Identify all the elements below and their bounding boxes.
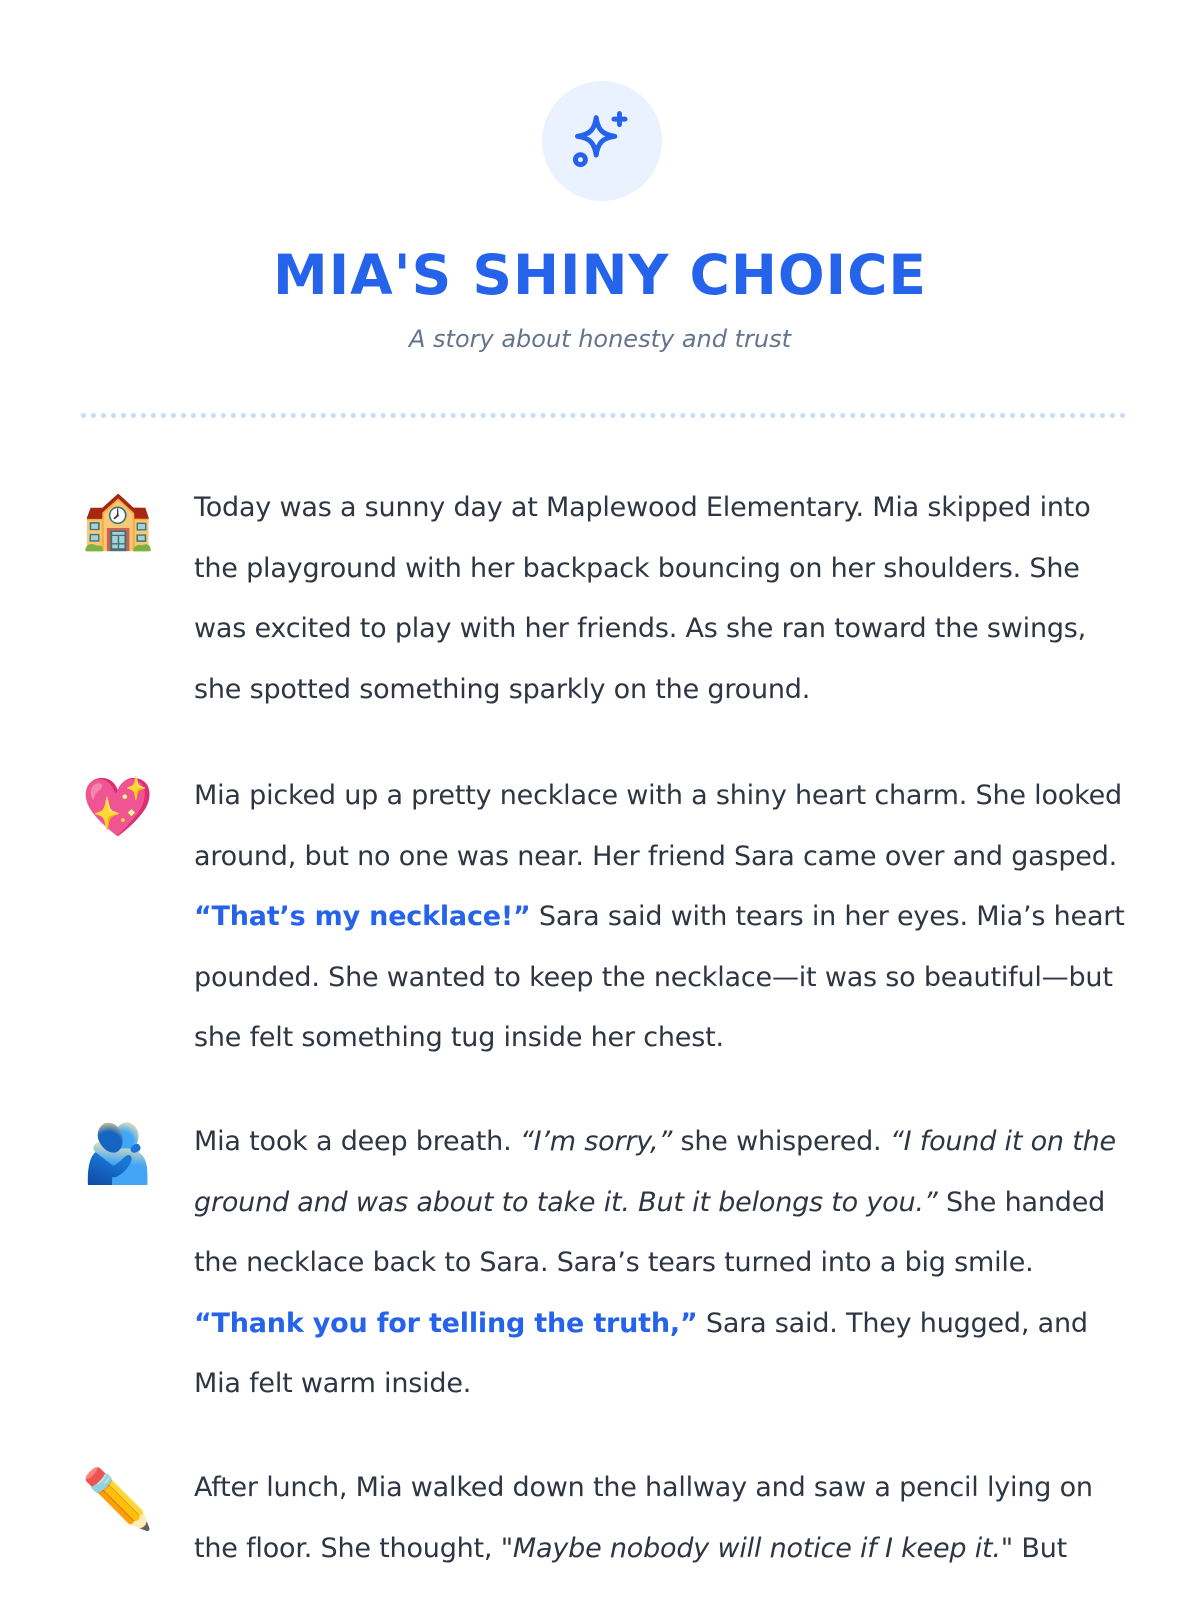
paragraph-text — [194, 766, 1134, 1069]
story-title: MIA'S SHINY CHOICE — [272, 243, 928, 307]
hug-icon: 🫂 — [81, 1119, 155, 1187]
narration-text: After lunch, Mia walked down the hallway and saw a pencil lying on the floor. She thought, — [194, 1472, 1093, 1564]
paragraph-text — [194, 1112, 1134, 1415]
italic-quote: “I found it on the ground and was about to take it. But it belongs to you.” — [194, 1126, 1116, 1218]
narration-text: Today was a sunny day at Maplewood Elementary. Mia skipped into the playground with her backpack bouncing on her shoulders. She was excited to play with her friends. As she ran toward the swings, she spotted something sparkly on the ground. — [194, 492, 1091, 705]
sparkles-badge — [542, 81, 662, 201]
story-subtitle: A story about honesty and trust — [408, 325, 792, 353]
dialogue-quote: “Thank you for telling the truth,” — [194, 1307, 698, 1339]
school-icon: 🏫 — [81, 485, 155, 553]
narration-text: Mia took a deep breath. — [194, 1126, 520, 1157]
narration-text: Mia picked up a pretty necklace with a shiny heart charm. She looked around, but no one was near. Her friend Sara came over and gasped. — [194, 780, 1122, 872]
narration-text: Sara said with tears in her eyes. Mia’s heart pounded. She wanted to keep the necklace—it was so beautiful—but she felt something tug inside her chest. — [194, 901, 1125, 1053]
narration-text: she whispered. — [672, 1126, 890, 1157]
italic-quote: “I’m sorry,” — [519, 1126, 673, 1157]
pencil-icon: ✏️ — [81, 1465, 155, 1533]
sparkles-icon — [567, 106, 637, 176]
narration-text: But — [1013, 1532, 1068, 1564]
paragraph-text — [194, 478, 1134, 720]
sparkling-heart-icon: 💖 — [81, 773, 155, 841]
narration-text: Sara said. They hugged, and Mia felt warm inside. — [194, 1307, 1088, 1399]
italic-quote: "Maybe nobody will notice if I keep it." — [500, 1532, 1013, 1564]
paragraph-text — [194, 1458, 1134, 1579]
narration-text: She handed the necklace back to Sara. Sara’s tears turned into a big smile. — [194, 1186, 1106, 1278]
dotted-divider — [81, 413, 1126, 418]
dialogue-quote: “That’s my necklace!” — [194, 901, 531, 932]
